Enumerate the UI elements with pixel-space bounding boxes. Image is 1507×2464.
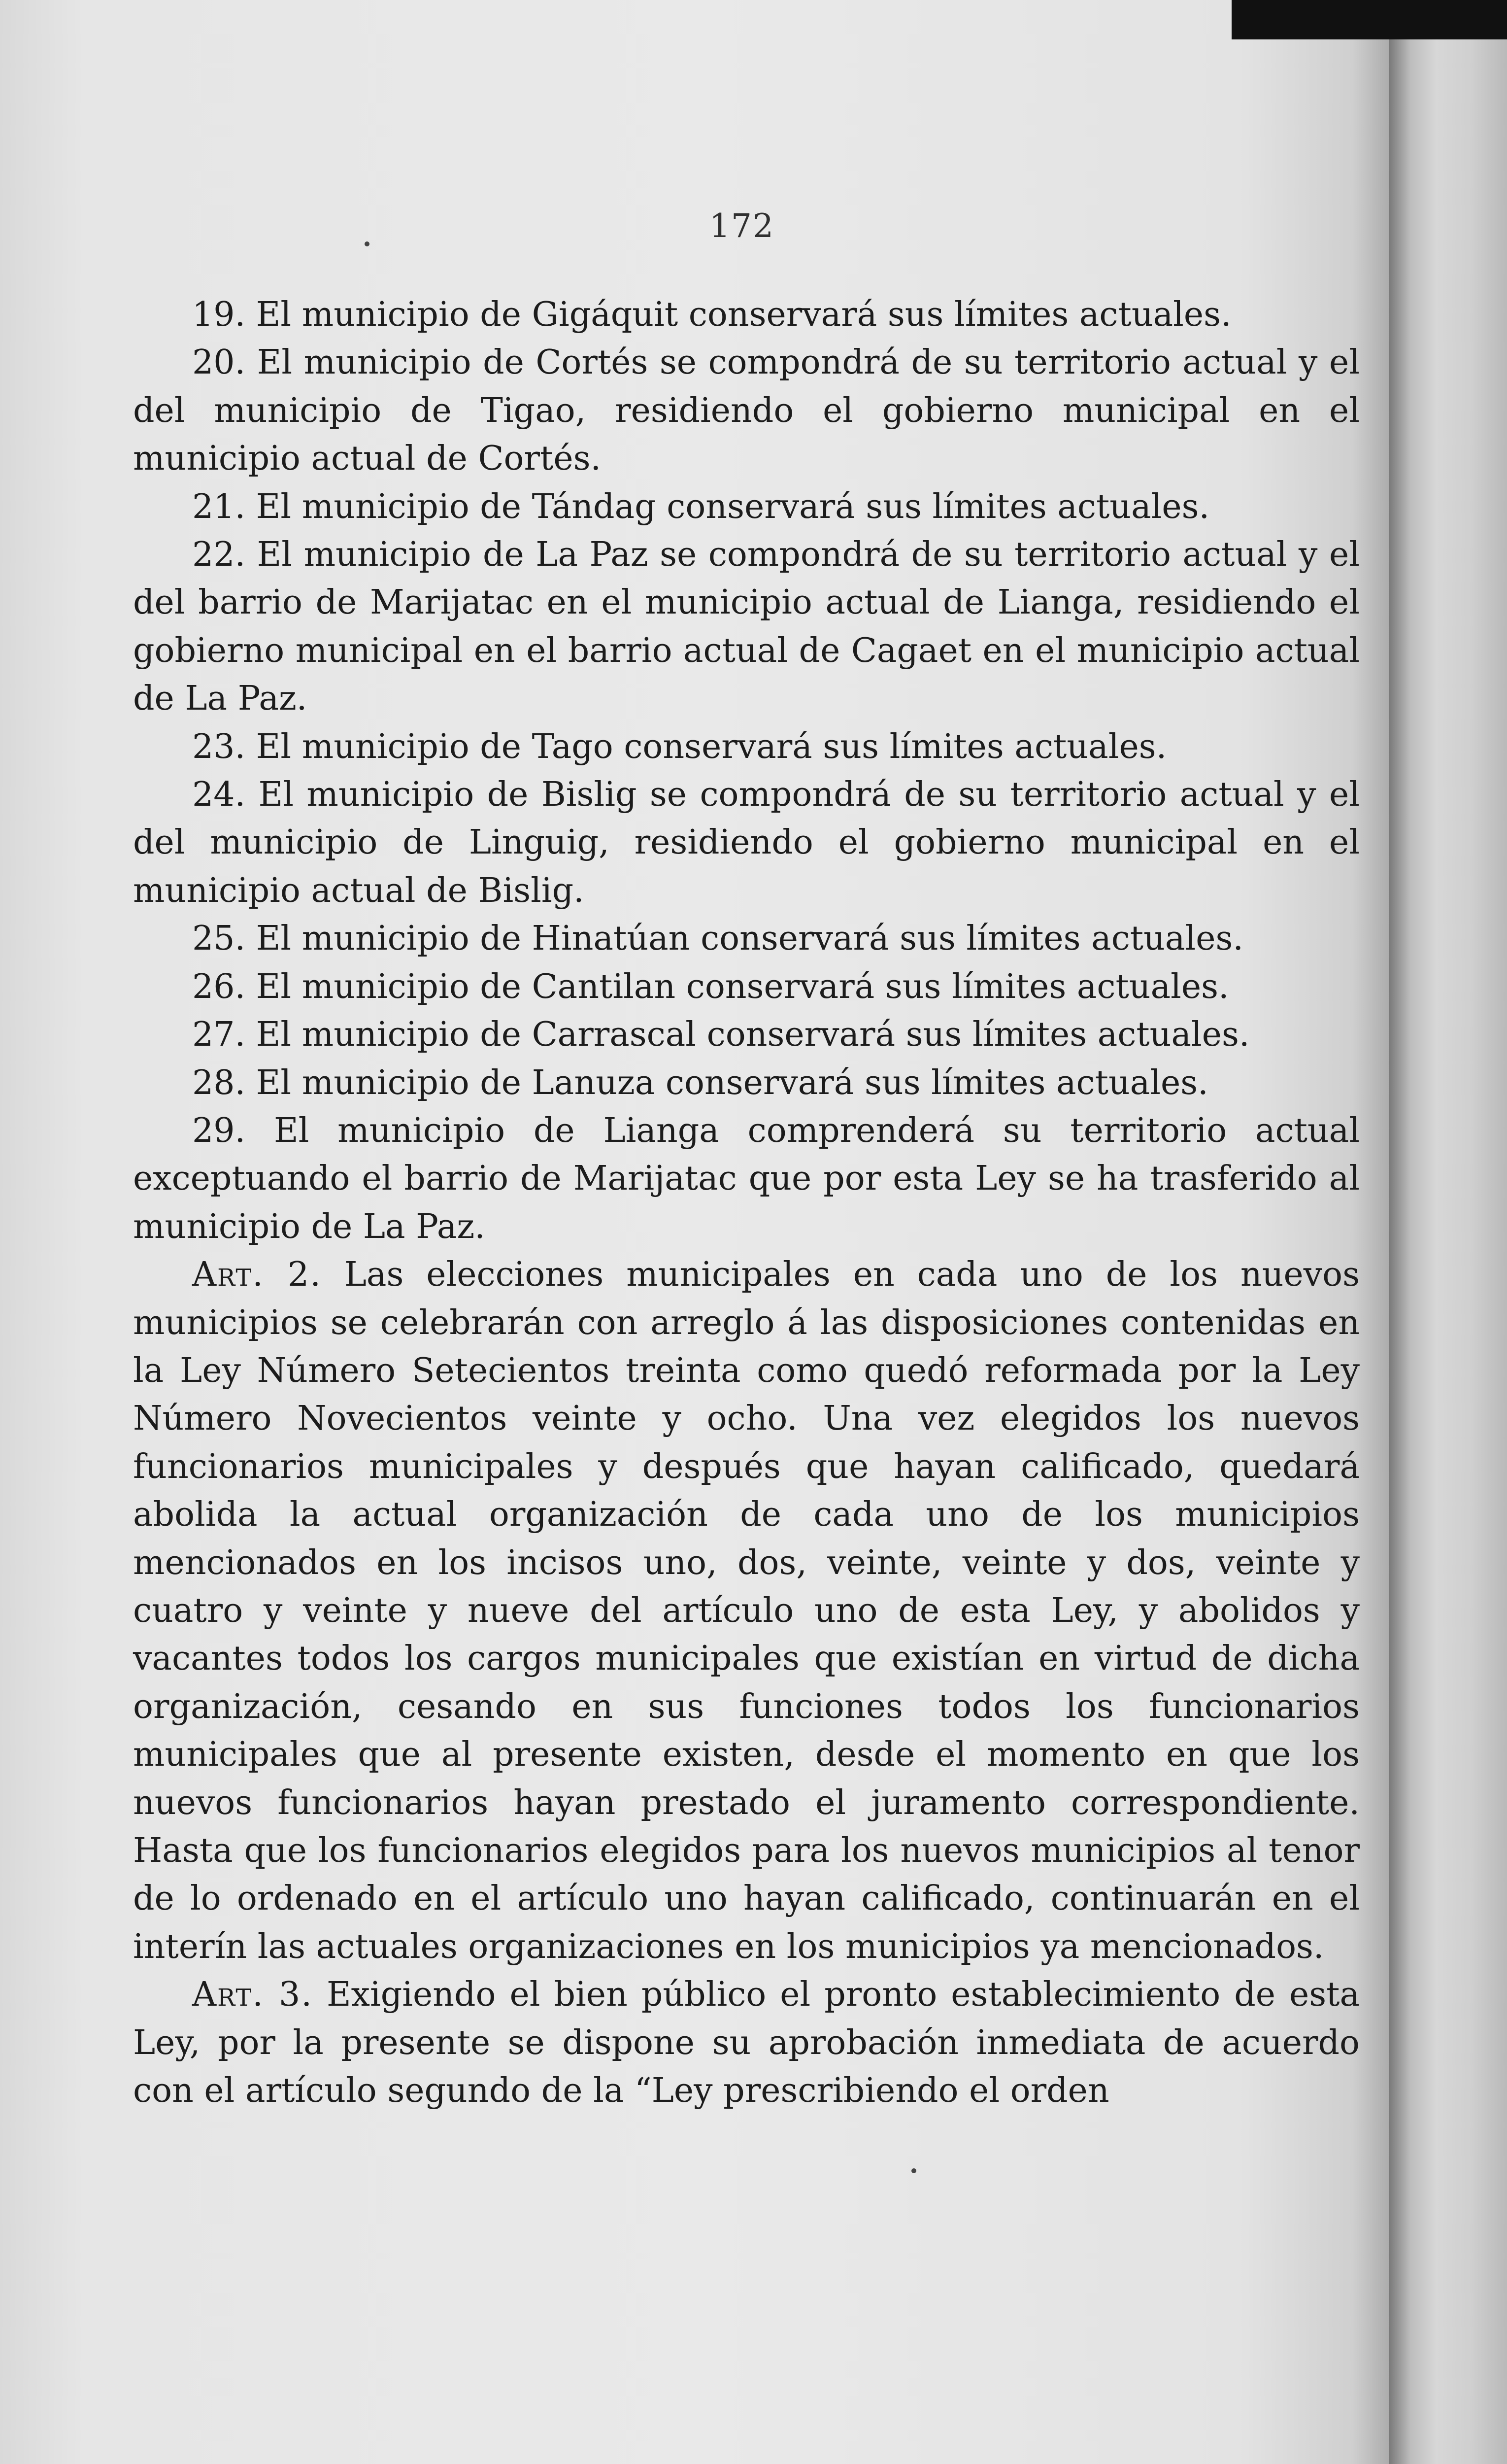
list-item: 20. El municipio de Cortés se compondrá de su territorio actual y el del municipio de Tigao, residiendo el gobierno municipal en el municipio actual de Cortés. (133, 343, 1360, 479)
list-item: 29. El municipio de Lianga comprenderá su territorio actual exceptuando el barrio de Marijatac que por esta Ley se ha trasferido al municipio de La Paz. (133, 1111, 1360, 1246)
speck-mark (365, 241, 369, 246)
list-item: 22. El municipio de La Paz se compondrá de su territorio actual y el del barrio de Marijatac en el municipio actual de Lianga, residiendo el gobierno municipal en el barrio actual de Cagaet en el municipio actual de La Paz. (133, 535, 1360, 719)
list-item: 26. El municipio de Cantilan conservará sus límites actuales. (192, 967, 1229, 1006)
list-item: 24. El municipio de Bislig se compondrá de su territorio actual y el del municipio de Linguig, residiendo el gobierno municipal en el municipio actual de Bislig. (133, 775, 1360, 910)
article-3-label: Art. 3. (192, 1975, 313, 2015)
article-2-text: Las elecciones municipales en cada uno de los nuevos municipios se celebrarán con arreglo á las disposiciones contenidas en la Ley Número Setecientos treinta como quedó reformada por la Ley Número Novecientos veinte y ocho. Una vez elegidos los nuevos funcionarios municipales y después que hayan calificado, quedará abolida la actual organización de cada uno de los municipios mencionados en los incisos uno, dos, veinte, veinte y dos, veinte y cuatro y veinte y nueve del artículo uno de esta Ley, y abolidos y vacantes todos los cargos municipales que existían en virtud de dicha organización, cesando en sus funciones todos los funcionarios municipales que al presente existen, desde el momento en que los nuevos funcionarios hayan prestado el juramento correspondiente. Hasta que los funcionarios elegidos para los nuevos municipios al tenor de lo ordenado en el artículo uno hayan calificado, continuarán en el interín las actuales organizaciones en los municipios ya mencionados. (133, 1255, 1360, 1966)
speck-mark (911, 2168, 916, 2173)
list-item: 28. El municipio de Lanuza conservará sus límites actuales. (192, 1063, 1208, 1102)
article-2 (133, 1251, 1360, 1971)
list-item: 21. El municipio de Tándag conservará sus límites actuales. (192, 487, 1210, 526)
body-text (133, 291, 1360, 2115)
list-item: 27. El municipio de Carrascal conservará sus límites actuales. (192, 1015, 1250, 1055)
page-edge-shadow (1389, 0, 1507, 2464)
list-item: 23. El municipio de Tago conservará sus límites actuales. (192, 727, 1167, 766)
article-3-text: Exigiendo el bien público el pronto establecimiento de esta Ley, por la presente se dispone su aprobación inmediata de acuerdo con el artículo segundo de la “Ley prescribiendo el orden (133, 1975, 1360, 2111)
page-number: 172 (709, 207, 774, 245)
article-2-label: Art. 2. (192, 1255, 322, 1295)
list-item: 25. El municipio de Hinatúan conservará sus límites actuales. (192, 919, 1243, 958)
article-3 (133, 1971, 1360, 2115)
top-corner-shadow (1232, 0, 1507, 39)
list-item: 19. El municipio de Gigáquit conservará sus límites actuales. (192, 295, 1232, 334)
